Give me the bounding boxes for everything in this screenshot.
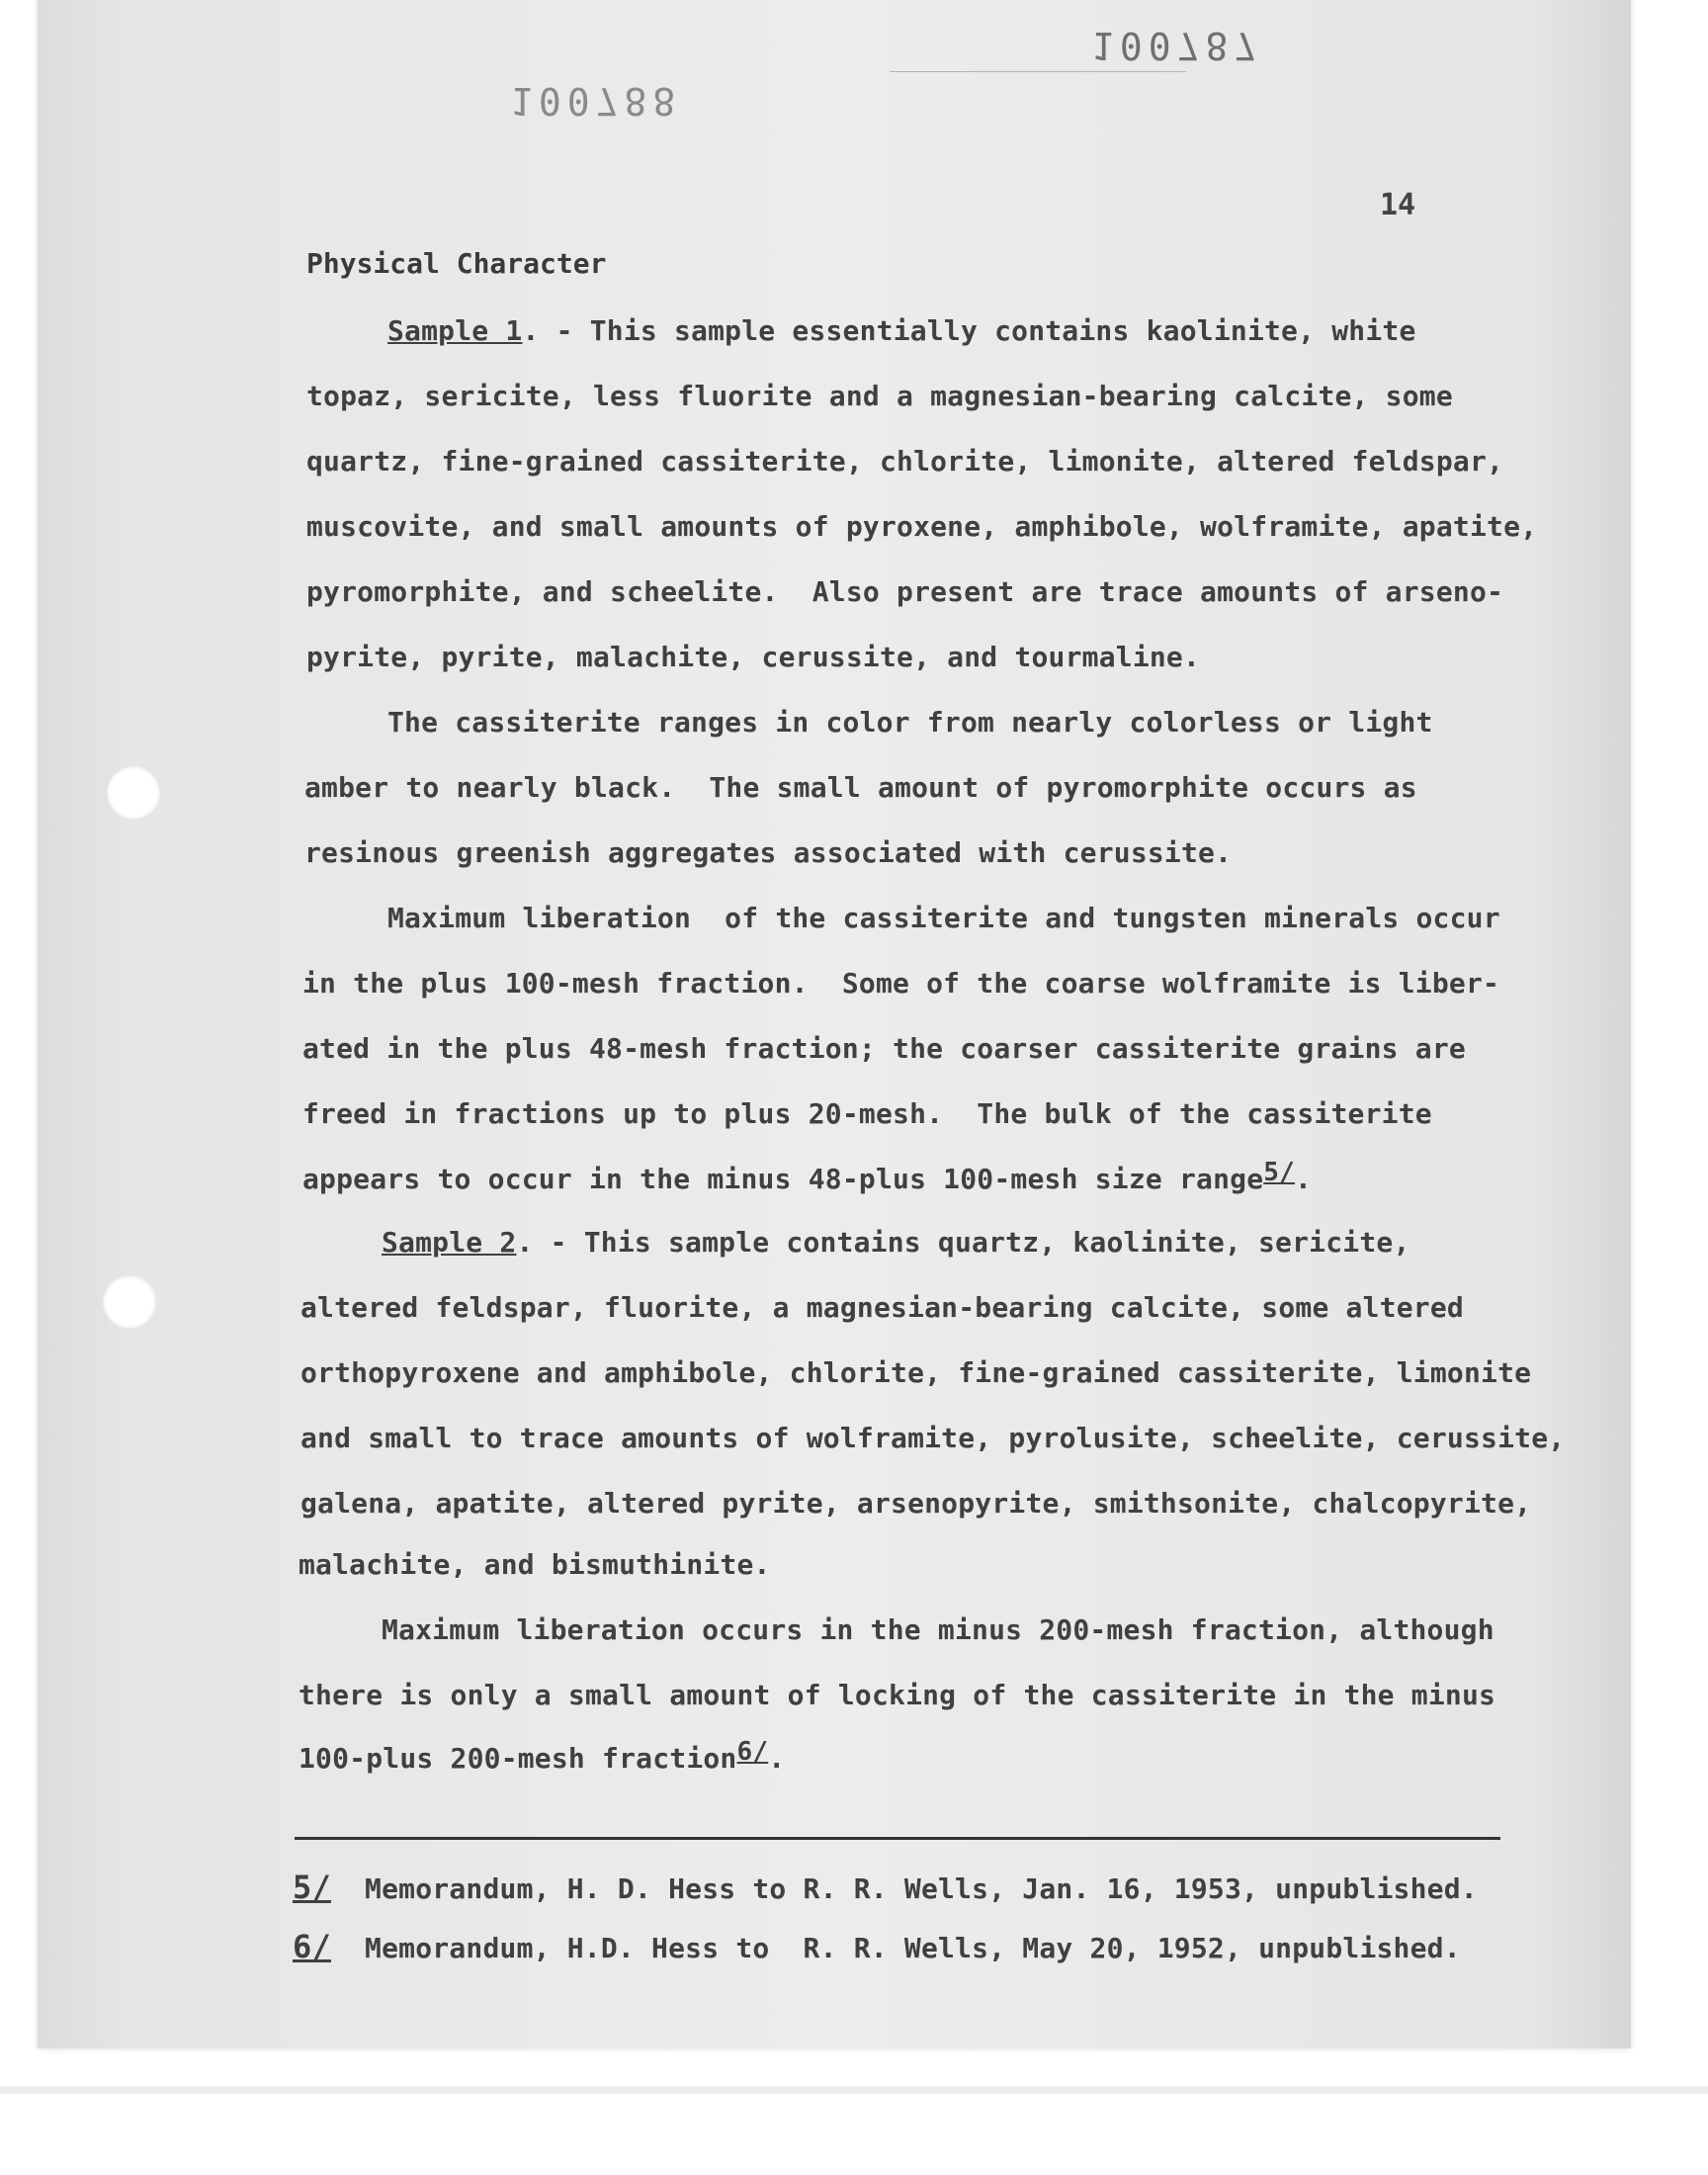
- footnote-5: [293, 1869, 1478, 1906]
- paragraph-line: Maximum liberation occurs in the minus 200-mesh fraction, although: [382, 1613, 1494, 1646]
- sample2-label: Sample 2: [382, 1226, 517, 1259]
- paragraph-line: ated in the plus 48-mesh fraction; the coarser cassiterite grains are: [302, 1032, 1466, 1065]
- paragraph-line: in the plus 100-mesh fraction. Some of the coarse wolframite is liber-: [302, 967, 1500, 1000]
- sample1-line: muscovite, and small amounts of pyroxene, amphibole, wolframite, apatite,: [306, 510, 1538, 543]
- paragraph-line: Maximum liberation of the cassiterite and tungsten minerals occur: [387, 902, 1500, 934]
- footnote-text: Memorandum, H. D. Hess to R. R. Wells, Jan. 16, 1953, unpublished.: [330, 1872, 1478, 1905]
- sentence-end: .: [1295, 1163, 1313, 1195]
- scan-bottom-edge: [0, 2086, 1708, 2094]
- footnote-ref-6: 6/: [736, 1737, 769, 1767]
- sample2-line: orthopyroxene and amphibole, chlorite, fine-grained cassiterite, limonite: [300, 1356, 1532, 1389]
- sample2-lead: . - This sample contains quartz, kaolinite, sericite,: [516, 1226, 1410, 1259]
- sentence-end: .: [768, 1742, 786, 1775]
- footnote-ref-5: 5/: [1263, 1158, 1295, 1187]
- scanned-page: [38, 0, 1631, 2048]
- sample2-line: and small to trace amounts of wolframite, pyrolusite, scheelite, cerussite,: [300, 1422, 1566, 1454]
- page-number: 14: [1380, 188, 1416, 222]
- footnote-marker: 5/: [293, 1869, 331, 1906]
- paragraph-text: appears to occur in the minus 48-plus 100-mesh size range: [302, 1163, 1264, 1195]
- sample1-first-line: [387, 314, 1416, 347]
- punch-hole-lower: [103, 1275, 156, 1329]
- sample1-line: quartz, fine-grained cassiterite, chlorite, limonite, altered feldspar,: [306, 445, 1504, 478]
- paragraph-line: amber to nearly black. The small amount of pyromorphite occurs as: [304, 771, 1417, 804]
- paragraph-text: 100-plus 200-mesh fraction: [299, 1742, 737, 1775]
- sample1-line: topaz, sericite, less fluorite and a magnesian-bearing calcite, some: [306, 380, 1453, 412]
- sample1-line: pyrite, pyrite, malachite, cerussite, and tourmaline.: [306, 641, 1201, 673]
- stamp-rule: [890, 71, 1186, 72]
- sample1-label: Sample 1: [387, 314, 523, 347]
- paragraph-last-line: [299, 1737, 786, 1775]
- paragraph-line: The cassiterite ranges in color from nearly colorless or light: [387, 706, 1433, 739]
- footnote-text: Memorandum, H.D. Hess to R. R. Wells, May 20, 1952, unpublished.: [330, 1932, 1461, 1964]
- document-stamp-top: 100787: [1091, 24, 1263, 67]
- paragraph-last-line: [302, 1158, 1313, 1195]
- sample1-line: pyromorphite, and scheelite. Also present are trace amounts of arseno-: [306, 575, 1504, 608]
- sample2-line: altered feldspar, fluorite, a magnesian-bearing calcite, some altered: [300, 1291, 1464, 1324]
- sample2-line: malachite, and bismuthinite.: [299, 1548, 771, 1581]
- sample2-line: galena, apatite, altered pyrite, arsenopyrite, smithsonite, chalcopyrite,: [300, 1487, 1532, 1520]
- punch-hole-upper: [107, 766, 160, 820]
- footnote-marker: 6/: [293, 1928, 331, 1965]
- paragraph-line: freed in fractions up to plus 20-mesh. The bulk of the cassiterite: [302, 1097, 1432, 1130]
- section-heading: Physical Character: [306, 247, 607, 280]
- footnote-divider: [295, 1837, 1500, 1840]
- sample1-lead: . - This sample essentially contains kaolinite, white: [522, 314, 1416, 347]
- paragraph-line: there is only a small amount of locking of the cassiterite in the minus: [299, 1679, 1496, 1711]
- document-stamp-middle: 100788: [510, 79, 682, 123]
- paragraph-line: resinous greenish aggregates associated with cerussite.: [304, 836, 1233, 869]
- footnote-6: [293, 1928, 1461, 1965]
- sample2-first-line: [382, 1226, 1410, 1259]
